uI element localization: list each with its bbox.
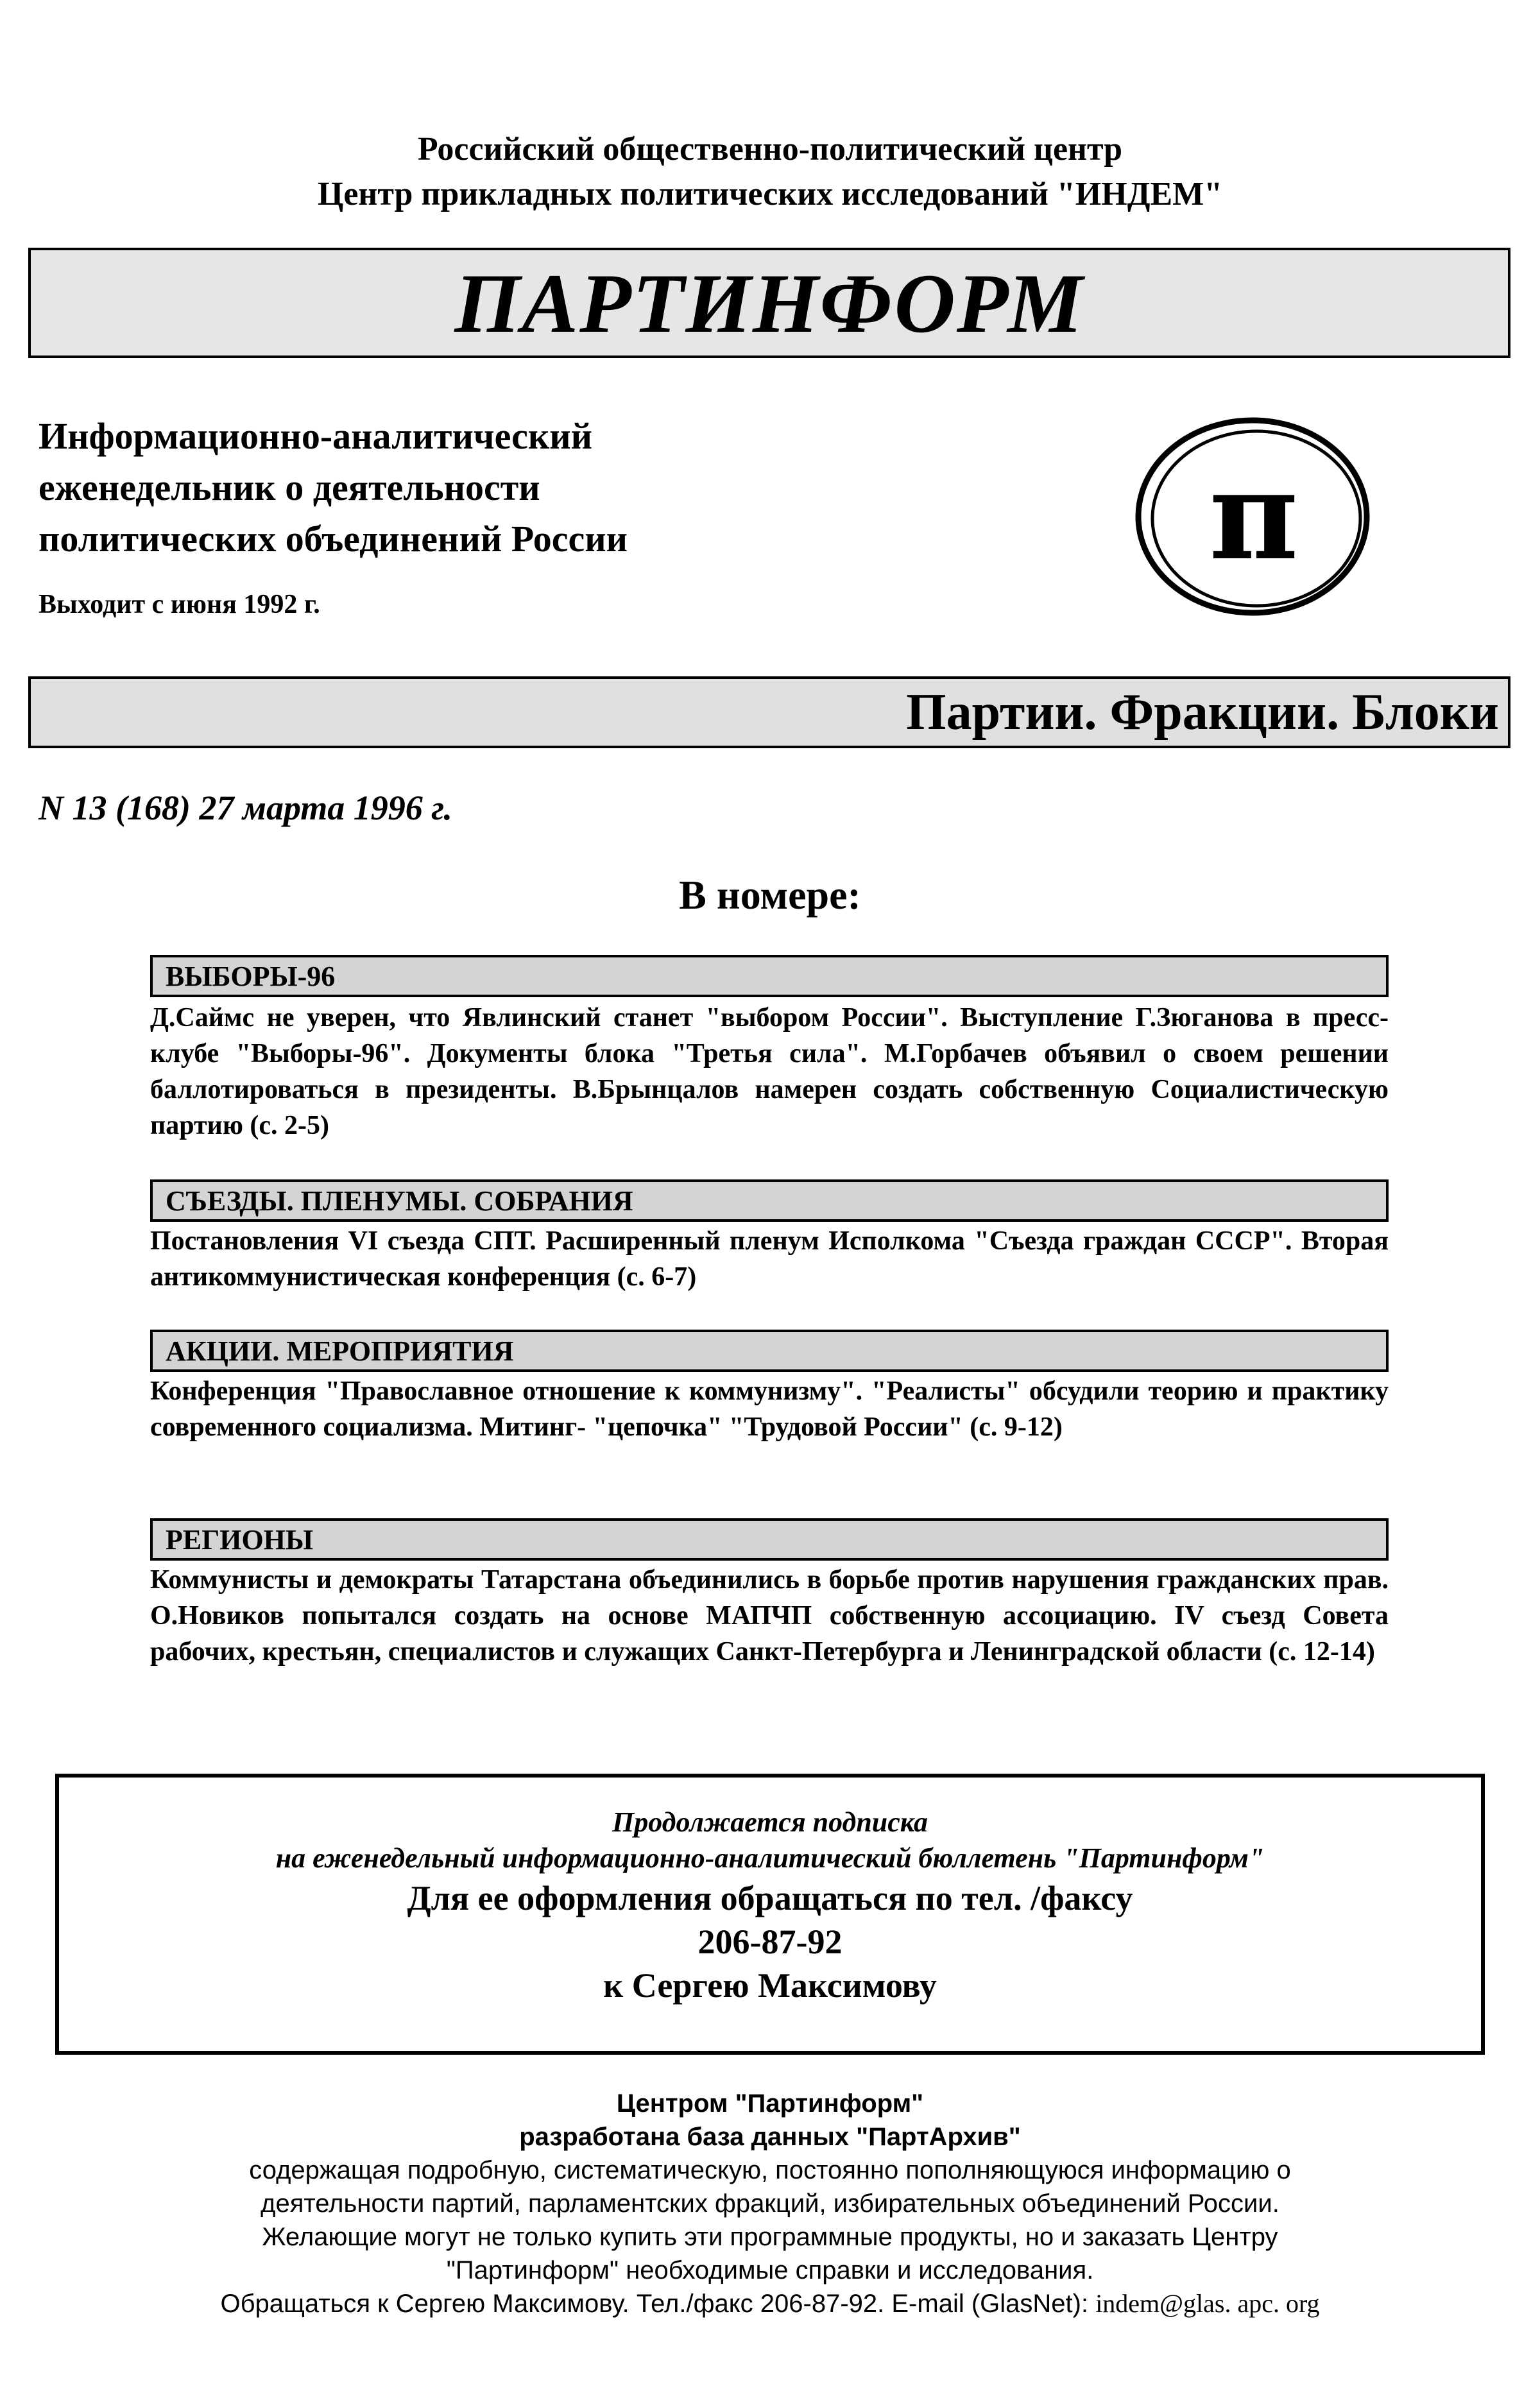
- footer-email: indem@glas. apc. org: [1095, 2289, 1320, 2318]
- section-banner-title: Партии. Фракции. Блоки: [906, 683, 1499, 741]
- footer-line-2: разработана база данных "ПартАрхив": [519, 2123, 1021, 2151]
- description-line-1: Информационно-аналитический: [38, 415, 593, 457]
- description-line-3: политических объединений России: [38, 518, 628, 560]
- subscription-contact: к Сергею Максимову: [603, 1966, 937, 2005]
- section-banner: [28, 676, 1510, 748]
- footer-line-3: содержащая подробную, систематическую, постоянно пополняющуюся информацию о: [249, 2156, 1291, 2184]
- masthead-box: [28, 248, 1510, 358]
- footer-line-1: Центром "Партинформ": [616, 2089, 924, 2118]
- section-summary-regions: Коммунисты и демократы Татарстана объединились в борьбе против нарушения гражданских прав. О.Новиков попытался создать на основе МАПЧП собственную ассоциацию. IV съезд Совета рабочих, крестьян, специалистов и служащих Санкт-Петербурга и Ленинградской области (с. 12-14): [150, 1565, 1389, 1667]
- footer-line-6: "Партинформ" необходимые справки и исследования.: [446, 2256, 1094, 2284]
- organization-line-1: Российский общественно-политический центр: [417, 131, 1123, 167]
- organization-header: [0, 127, 1540, 217]
- section-header-elections: ВЫБОРЫ-96: [150, 955, 1389, 997]
- section-summary-elections: Д.Саймс не уверен, что Явлинский станет "выбором России". Выступление Г.Зюганова в пресс-клубе "Выборы-96". Документы блока "Третья сила". М.Горбачев объявил о своем решении баллотироваться в президенты. В.Брынцалов намерен создать собственную Социалистическую партию (с. 2-5): [150, 1003, 1389, 1140]
- publication-since: Выходит с июня 1992 г.: [38, 590, 320, 619]
- section-header-regions: РЕГИОНЫ: [150, 1518, 1389, 1561]
- contents-heading: В номере:: [679, 872, 861, 918]
- subscription-line-3: Для ее оформления обращаться по тел. /факсу: [407, 1879, 1133, 1917]
- footer-contact-line: [0, 2287, 1540, 2320]
- masthead-title: ПАРТИНФОРМ: [454, 255, 1084, 350]
- subscription-line-1: Продолжается подписка: [612, 1806, 928, 1838]
- section-header-congresses: СЪЕЗДЫ. ПЛЕНУМЫ. СОБРАНИЯ: [150, 1179, 1389, 1222]
- publication-description: [38, 411, 1065, 565]
- footer-line-5: Желающие могут не только купить эти программные продукты, но и заказать Центру: [262, 2223, 1278, 2251]
- organization-line-2: Центр прикладных политических исследований "ИНДЕМ": [317, 176, 1223, 212]
- subscription-line-2: на еженедельный информационно-аналитический бюллетень "Партинформ": [275, 1842, 1265, 1874]
- issue-number: N 13 (168) 27 марта 1996 г.: [38, 789, 452, 827]
- pi-symbol: π: [1209, 444, 1299, 587]
- subscription-box: [55, 1774, 1485, 2055]
- footer-contact-text: Обращаться к Сергею Максимову. Тел./факс 206-87-92. E-mail (GlasNet):: [220, 2290, 1096, 2318]
- footer-line-4: деятельности партий, парламентских фракций, избирательных объединений России.: [261, 2189, 1279, 2218]
- subscription-phone: 206-87-92: [697, 1923, 843, 1961]
- database-footer: [0, 2087, 1540, 2320]
- pi-seal-logo: [1131, 411, 1374, 622]
- pi-seal-icon: [1131, 411, 1374, 622]
- section-summary-congresses: Постановления VI съезда СПТ. Расширенный пленум Исполкома "Съезда граждан СССР". Вторая антикоммунистическая конференция (с. 6-7): [150, 1226, 1389, 1292]
- section-summary-actions: Конференция "Православное отношение к коммунизму". "Реалисты" обсудили теорию и практику современного социализма. Митинг- "цепочка" "Трудовой России" (с. 9-12): [150, 1376, 1389, 1442]
- section-header-actions: АКЦИИ. МЕРОПРИЯТИЯ: [150, 1330, 1389, 1372]
- description-line-2: еженедельник о деятельности: [38, 467, 540, 508]
